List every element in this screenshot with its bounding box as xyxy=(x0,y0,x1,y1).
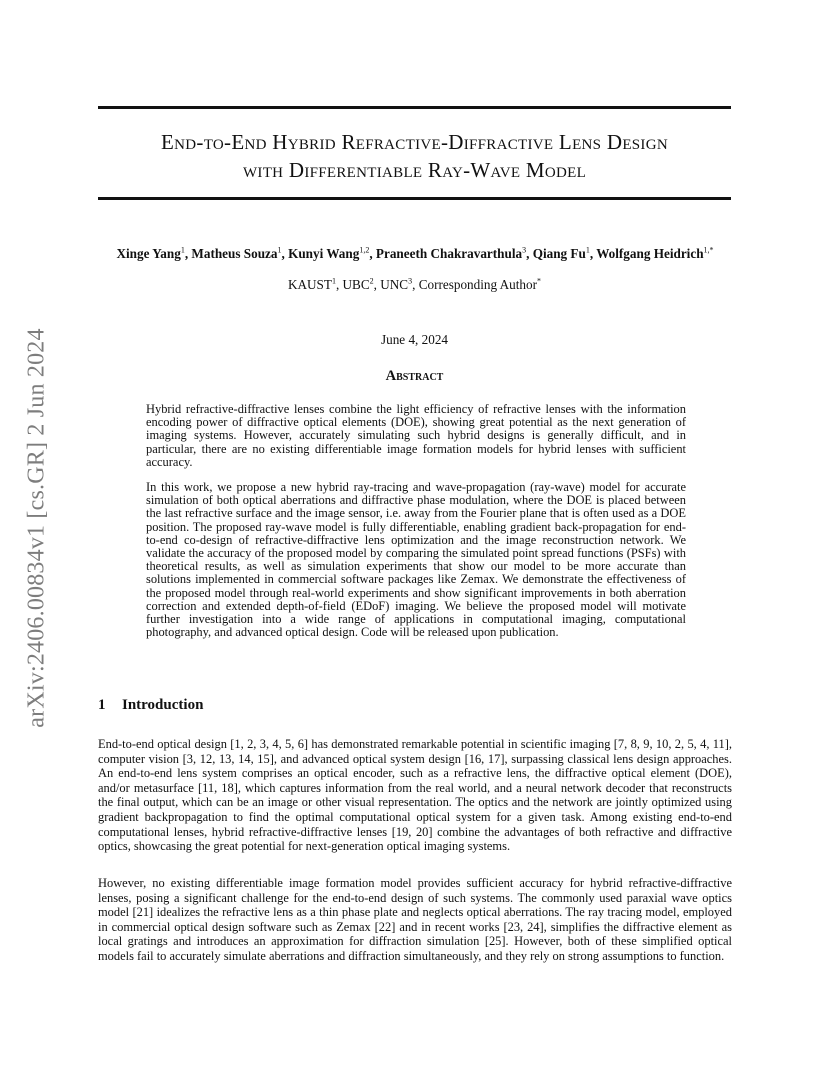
introduction-paragraph-1: End-to-end optical design [1, 2, 3, 4, 5, 6] has demonstrated remarkable potential in scientific imaging [7, 8, 9, 10, 2, 5, 4, 11], computer vision [3, 12, 13, 14, 15], and advanced optical system design [16, 17], surpassing classical lens design approaches. An end-to-end lens system comprises an optical encoder, such as a refractive lens, the diffractive optical element (DOE), and/or metasurface [11, 18], which captures information from the real world, and a neural network decoder that reconstructs the final output, which can be an image or other visual representation. The optics and the network are jointly optimized using gradient backpropagation to find the optimal computational optical system for a given task. Among existing end-to-end computational lenses, hybrid refractive-diffractive lenses [19, 20] combine the advantages of both refractive and diffractive optics, showcasing the great potential for next-generation optical imaging systems. xyxy=(98,737,732,854)
affiliation-mark: * xyxy=(537,276,542,286)
author-affiliation-mark: 1,2 xyxy=(359,245,370,255)
author-list: Xinge Yang$^1$, Matheus Souza$^1$, Kunyi Wang$^{1,2}$, Praneeth Chakravarthula$^3$, Qiang Fu$^1$, Wolfgang Heidrich$^{1,*}$ xyxy=(116,245,714,261)
author-name: Kunyi Wang xyxy=(288,246,360,261)
affiliation-name: UNC xyxy=(380,277,409,292)
section-number: 1 xyxy=(98,697,106,713)
author-name: Praneeth Chakravarthula xyxy=(375,246,523,261)
author-name: Matheus Souza xyxy=(191,246,278,261)
title-bottom-rule xyxy=(98,197,731,200)
author-name: Qiang Fu xyxy=(532,246,586,261)
affiliation-mark: 3 xyxy=(408,276,413,286)
affiliation-name: KAUST xyxy=(287,277,332,292)
affiliation-mark: 1 xyxy=(331,276,336,286)
abstract-paragraph-1: Hybrid refractive-diffractive lenses combine the light efficiency of refractive lenses with the information encoding power of diffractive optical elements (DOE), showing great potential as the next generation of imaging systems. However, accurately simulating such hybrid designs is generally difficult, and in particular, there are no existing differentiable image formation models for hybrid lenses with sufficient accuracy. xyxy=(146,402,686,469)
introduction-paragraph-2: However, no existing differentiable image formation model provides sufficient accuracy for hybrid refractive-diffractive lenses, posing a significant challenge for the end-to-end design of such systems. The commonly used paraxial wave optics model [21] idealizes the refractive lens as a thin phase plate and neglects optical aberrations. The ray tracing model, employed in commercial optical design software such as Zemax [22] and in recent works [23, 24], simplifies the diffractive element as local gratings and introduces an approximation for diffraction simulation [25]. However, both of these simplified optical models fail to accurately simulate aberrations and diffraction simultaneously, and they rely on strong assumptions to function. xyxy=(98,876,732,963)
title-top-rule xyxy=(98,106,731,109)
author-affiliation-mark: 3 xyxy=(522,245,527,255)
affiliation-name: UBC xyxy=(342,277,370,292)
author-affiliation-mark: 1 xyxy=(180,245,185,255)
paper-title-line-2: with Differentiable Ray-Wave Model xyxy=(242,158,587,182)
abstract-paragraph-2: In this work, we propose a new hybrid ray-tracing and wave-propagation (ray-wave) model for accurate simulation of both optical aberrations and diffractive phase modulation, where the DOE is placed between the last refractive surface and the image sensor, i.e. away from the Fourier plane that is often used as a DOE position. The proposed ray-wave model is fully differentiable, enabling gradient back-propagation for end-to-end co-design of refractive-diffractive lens optimization and the image reconstruction network. We validate the accuracy of the proposed model by comparing the simulated point spread functions (PSFs) with theoretical results, as well as simulation experiments that show our model to be more accurate than solutions implemented in commercial software packages like Zemax. We demonstrate the effectiveness of the proposed model through real-world experiments and show significant improvements in both aberration correction and extended depth-of-field (EDoF) imaging. We believe the proposed model will motivate further investigation into a wide range of applications in computational imaging, computational photography, and advanced optical design. Code will be released upon publication. xyxy=(146,480,686,640)
affiliation-mark: 2 xyxy=(369,276,374,286)
affiliation-name: Corresponding Author xyxy=(418,277,538,292)
author-name: Wolfgang Heidrich xyxy=(596,246,704,261)
publication-date: June 4, 2024 xyxy=(380,332,449,347)
affiliation-list: KAUST$^1$, UBC$^2$, UNC$^3$, Corresponding Author* xyxy=(287,276,542,292)
author-affiliation-mark: 1 xyxy=(277,245,282,255)
author-affiliation-mark: 1 xyxy=(585,245,590,255)
section-title: Introduction xyxy=(122,697,204,713)
author-affiliation-mark: 1,* xyxy=(703,245,714,255)
arxiv-identifier-text: arXiv:2406.00834v1 [cs.GR] 2 Jun 2024 xyxy=(23,328,50,728)
abstract-heading: Abstract xyxy=(385,368,444,384)
author-name: Xinge Yang xyxy=(116,246,181,261)
section-heading xyxy=(98,697,203,714)
paper-title-line-1: End-to-End Hybrid Refractive-Diffractive Lens Design xyxy=(161,130,668,154)
